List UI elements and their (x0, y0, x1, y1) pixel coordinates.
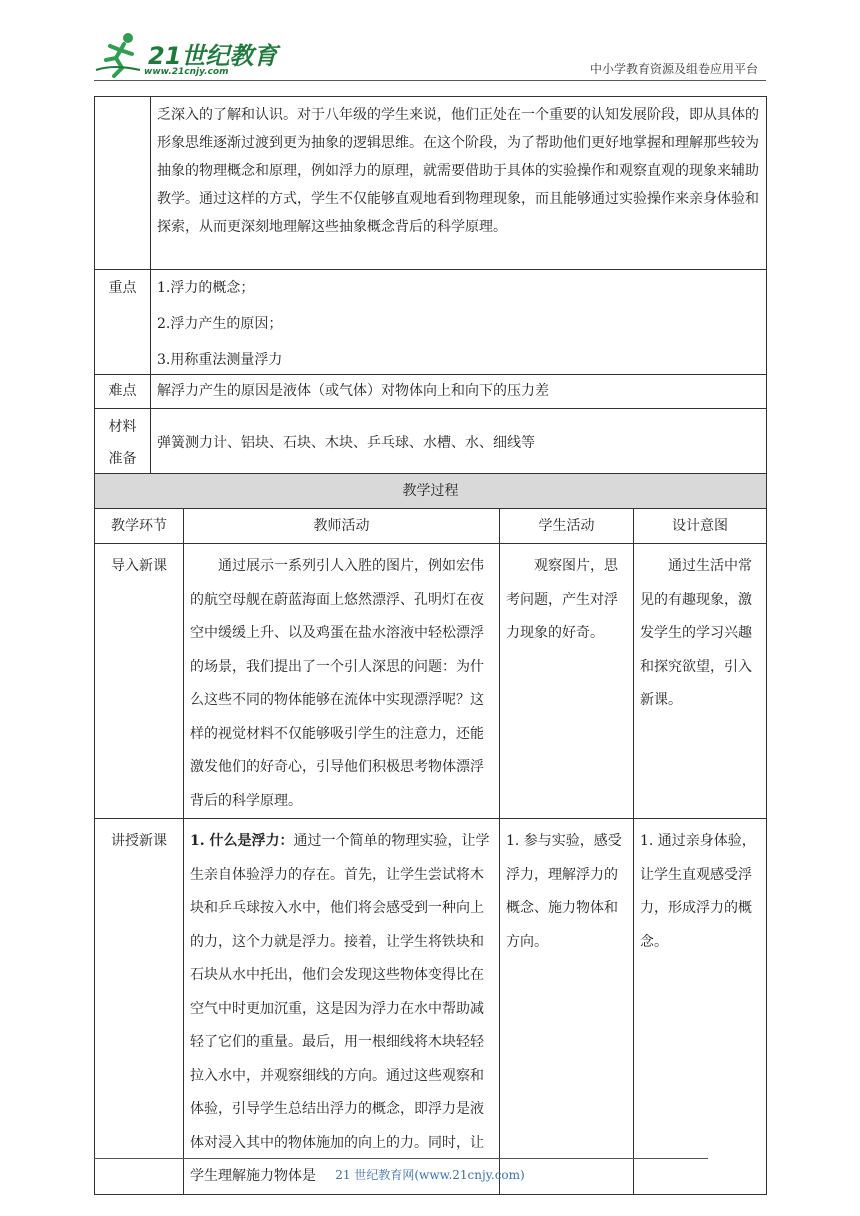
column-header: 教学环节 (95, 509, 184, 544)
header-divider (94, 80, 766, 81)
column-header: 教师活动 (184, 509, 500, 544)
platform-name: 中小学教育资源及组卷应用平台 (589, 62, 758, 76)
footer-link[interactable]: 21 世纪教育网(www.21cnjy.com) (335, 1168, 525, 1182)
section-heading: 1. 什么是浮力： (190, 833, 294, 849)
key-point-item: 2.浮力产生的原因； (157, 316, 283, 332)
table-row (95, 819, 767, 1195)
learner-analysis-continued: 乏深入的了解和认识。对于八年级的学生来说，他们正处在一个重要的认知发展阶段，即从具体的形象思维逐渐过渡到更为抽象的逻辑思维。在这个阶段，为了帮助他们更好地掌握和理解那些较为抽象的物理概念和原理，例如浮力的原理，就需要借助于具体的实验操作和观察直观的现象来辅助教学。通过这样的方式，学生不仅能够直观地看到物理现象，而且能够通过实验操作来亲身体验和探索，从而更深刻地理解这些抽象概念背后的科学原理。 (151, 97, 767, 270)
logo-url: www.21cnjy.com (144, 67, 229, 77)
materials-label (95, 409, 151, 477)
stage-cell: 导入新课 (95, 544, 184, 819)
footer-divider (94, 1158, 708, 1159)
key-point-item: 3.用称重法测量浮力 (157, 352, 283, 368)
stage-cell: 讲授新课 (95, 819, 184, 1195)
table-row (95, 375, 767, 409)
runner-icon (94, 30, 146, 78)
column-header: 设计意图 (634, 509, 767, 544)
teacher-activity-cell (184, 544, 500, 819)
lesson-info-table (94, 96, 767, 477)
process-title: 教学过程 (95, 474, 767, 509)
student-activity-cell (500, 819, 634, 1195)
site-logo[interactable] (94, 30, 294, 78)
table-row (95, 474, 767, 509)
logo-text: 21世纪教育 (148, 42, 278, 70)
key-points-cell (151, 270, 767, 375)
teacher-activity-cell (184, 819, 500, 1195)
student-activity-text: 观察图片，思考问题，产生对浮力现象的好奇。 (506, 558, 618, 641)
design-intent-cell (634, 544, 767, 819)
column-header: 学生活动 (500, 509, 634, 544)
difficulty-label: 难点 (95, 375, 151, 409)
student-activity-cell (500, 544, 634, 819)
table-row (95, 544, 767, 819)
design-intent-text: 通过生活中常见的有趣现象，激发学生的学习兴趣和探究欲望，引入新课。 (640, 558, 752, 708)
key-points-label: 重点 (95, 270, 151, 375)
design-intent-text: 1. 通过亲身体验，让学生直观感受浮力，形成浮力的概念。 (640, 833, 756, 950)
design-intent-cell (634, 819, 767, 1195)
materials-text: 弹簧测力计、铝块、石块、木块、乒乓球、水槽、水、细线等 (151, 409, 767, 477)
page-header (94, 30, 766, 82)
table-row (95, 409, 767, 477)
materials-label-line: 材料 (108, 419, 137, 435)
student-activity-text: 1. 参与实验，感受浮力，理解浮力的概念、施力物体和方向。 (506, 833, 622, 950)
table-header-row (95, 509, 767, 544)
table-row (95, 97, 767, 270)
materials-label-line: 准备 (108, 451, 137, 467)
teacher-activity-text: 通过展示一系列引人入胜的图片，例如宏伟的航空母舰在蔚蓝海面上悠然漂浮、孔明灯在夜空中缓缓上升、以及鸡蛋在盐水溶液中轻松漂浮的场景，我们提出了一个引人深思的问题：为什么这些不同的物体能够在流体中实现漂浮呢？这样的视觉材料不仅能够吸引学生的注意力，还能激发他们的好奇心，引导他们积极思考物体漂浮背后的科学原理。 (190, 558, 484, 809)
difficulty-text: 解浮力产生的原因是液体（或气体）对物体向上和向下的压力差 (151, 375, 767, 409)
blank-label-cell (95, 97, 151, 270)
key-point-item: 1.浮力的概念； (157, 280, 255, 296)
table-row (95, 270, 767, 375)
teacher-activity-text: 通过一个简单的物理实验，让学生亲自体验浮力的存在。首先，让学生尝试将木块和乒乓球按入水中，他们将会感受到一种向上的力，这个力就是浮力。接着，让学生将铁块和石块从水中托出，他们会发现这些物体变得比在空气中时更加沉重，这是因为浮力在水中帮助减轻了它们的重量。最后，用一根细线将木块轻轻拉入水中，并观察细线的方向。通过这些观察和体验，引导学生总结出浮力的概念，即浮力是液体对浸入其中的物体施加的向上的力。同时，让学生理解施力物体是 (190, 833, 490, 1184)
teaching-process-table (94, 473, 767, 1195)
